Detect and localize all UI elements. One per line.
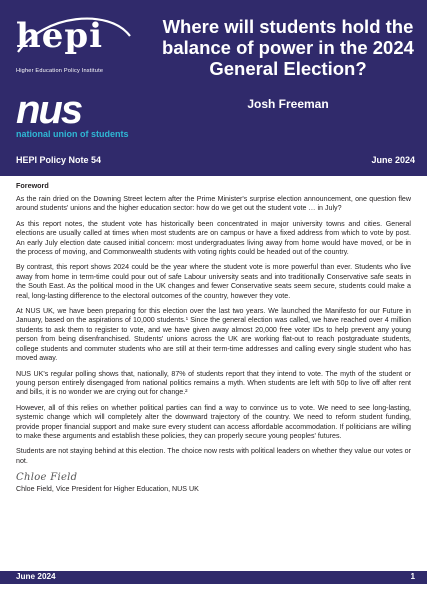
page-number: 1 bbox=[410, 572, 415, 581]
paragraph: However, all of this relies on whether political parties can find a way to convince us to vote. We need to see long-lasting, systemic change which will completely alter the downward trajectory of the country. We need to reform student funding, provide proper financial support and make sure every student can access affordable accommodation. If politicians are willing to make these arguments and establish these policies, they can properly secure young peoples' futures. bbox=[16, 403, 411, 440]
signatory-line: Chloe Field, Vice President for Higher Education, NUS UK bbox=[16, 485, 199, 494]
author-name: Josh Freeman bbox=[247, 97, 329, 111]
foreword-section bbox=[16, 181, 411, 493]
signature: Chloe Field bbox=[16, 472, 78, 484]
section-heading: Foreword bbox=[16, 181, 49, 190]
paragraph: As this report notes, the student vote has historically been concentrated in major university towns and cities. General elections are usually called at times when most students are on campus or have a fixed address from which to vote by post. An early July election date caused initial concern: most undergraduates living away from home would have moved, or be in the process of moving, and Commonwealth students with voting rights could be headed out of the country. bbox=[16, 219, 411, 257]
footer-date: June 2024 bbox=[16, 572, 56, 581]
header-banner bbox=[0, 0, 427, 176]
paragraph: By contrast, this report shows 2024 could be the year where the student vote is more powerful than ever. Students who live away from home in term-time could pour out of safe Labour university seats and into traditionally Conservative safe seats in the South East. As the political mood in the UK changes and fewer Conservative seats seem secure, students could make a real, long-lasting difference to the electoral outcomes of the country, however they vote. bbox=[16, 263, 411, 300]
series-label: HEPI Policy Note 54 bbox=[16, 155, 102, 165]
paragraph: At NUS UK, we have been preparing for this election over the last two years. We launched the Manifesto for our Future in January, based on the aspirations of 10,000 students.¹ Since the general election was called, we have reached over 4 million students to ask them to register to vote, and we have given away almost 20,000 free voter IDs to help prevent any young person from being disenfranchised. Students' unions across the UK are working flat-out to reach postgraduate students, college students and commuter students who are still at their term-time addresses and calling every single student who has moved away. bbox=[16, 307, 411, 363]
paragraph: NUS UK's regular polling shows that, nationally, 87% of students report that they intend to vote. The myth of the student or young person entirely disengaged from national politics remains a myth. When students are left with 50p to live off after rent and bills, it is no wonder we are crying out for change.² bbox=[16, 369, 411, 397]
paragraph: As the rain dried on the Downing Street lectern after the Prime Minister's surprise election announcement, one question flew around students' unions and the higher education sector: how do we get out the student vote … in July? bbox=[16, 195, 411, 213]
paragraph: Students are not staying behind at this election. The choice now rests with political leaders on whether they value our votes or not. bbox=[16, 447, 411, 465]
page-title: Where will students hold the balance of power in the 2024 General Election? bbox=[162, 16, 414, 79]
nus-tagline: national union of students bbox=[16, 129, 129, 139]
nus-logo-text: nus bbox=[16, 88, 82, 132]
footer-bar bbox=[0, 571, 427, 584]
issue-date: June 2024 bbox=[371, 155, 415, 165]
hepi-logo-text: hepi bbox=[16, 16, 104, 56]
hepi-tagline: Higher Education Policy Institute bbox=[16, 68, 104, 74]
